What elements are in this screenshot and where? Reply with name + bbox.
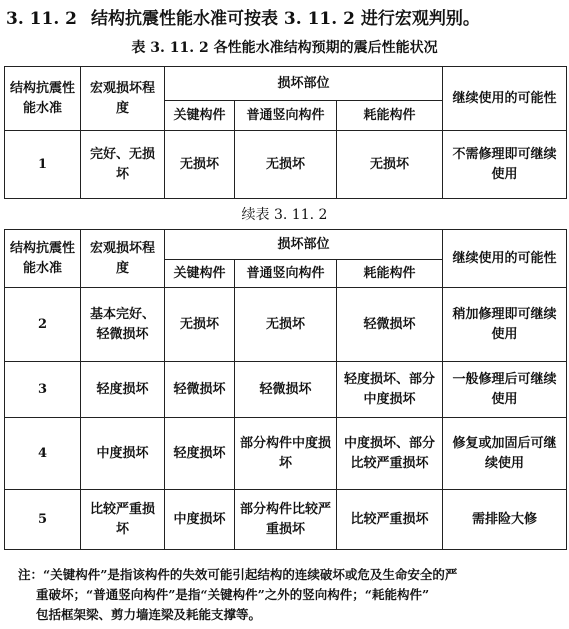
header-level: 结构抗震性能水准 [5,230,81,288]
header-vertical: 普通竖向构件 [235,260,337,288]
header-damage: 宏观损坏程度 [81,230,165,288]
cell-key: 无损坏 [165,288,235,362]
footnote-line-3: 包括框架梁、剪力墙连梁及耗能支撑等。 [36,607,262,622]
header-key: 关键构件 [165,101,235,131]
performance-table [4,66,567,199]
cell-level: 1 [5,131,81,199]
header-level: 结构抗震性能水准 [5,67,81,131]
cell-vertical: 轻微损坏 [235,362,337,418]
header-key: 关键构件 [165,260,235,288]
footnote [18,565,563,625]
cell-energy: 轻微损坏 [337,288,443,362]
cell-level: 2 [5,288,81,362]
cell-energy: 比较严重损坏 [337,490,443,550]
cell-damage: 基本完好、轻微损坏 [81,288,165,362]
cell-damage: 完好、无损坏 [81,131,165,199]
table-row [5,288,567,362]
cell-continue: 稍加修理即可继续使用 [443,288,567,362]
table-row [5,131,567,199]
cell-continue: 不需修理即可继续使用 [443,131,567,199]
cell-key: 中度损坏 [165,490,235,550]
footnote-line-2: 重破坏；“普通竖向构件”是指“关键构件”之外的竖向构件；“耗能构件” [36,587,430,602]
cell-key: 无损坏 [165,131,235,199]
cell-vertical: 无损坏 [235,288,337,362]
cell-level: 5 [5,490,81,550]
cell-vertical: 部分构件比较严重损坏 [235,490,337,550]
cell-energy: 轻度损坏、部分中度损坏 [337,362,443,418]
header-damage: 宏观损坏程度 [81,67,165,131]
cell-level: 3 [5,362,81,418]
cell-continue: 需排险大修 [443,490,567,550]
section-heading [6,4,566,34]
section-number: 3. 11. 2 [6,9,77,29]
header-energy: 耗能构件 [337,101,443,131]
cell-damage: 中度损坏 [81,418,165,490]
cell-level: 4 [5,418,81,490]
table-row [5,490,567,550]
header-location: 损坏部位 [165,230,443,260]
table-row [5,362,567,418]
cell-continue: 一般修理后可继续使用 [443,362,567,418]
header-continue: 继续使用的可能性 [443,67,567,131]
table-row [5,418,567,490]
cell-energy: 中度损坏、部分比较严重损坏 [337,418,443,490]
performance-table-continued [4,229,567,550]
header-vertical: 普通竖向构件 [235,101,337,131]
cell-key: 轻微损坏 [165,362,235,418]
table1-caption: 表 3. 11. 2 各性能水准结构预期的震后性能状况 [131,40,438,56]
cell-continue: 修复或加固后可继续使用 [443,418,567,490]
header-location: 损坏部位 [165,67,443,101]
cell-vertical: 无损坏 [235,131,337,199]
section-text: 结构抗震性能水准可按表 3. 11. 2 进行宏观判别。 [91,9,480,29]
cell-damage: 比较严重损坏 [81,490,165,550]
header-continue: 继续使用的可能性 [443,230,567,288]
cell-vertical: 部分构件中度损坏 [235,418,337,490]
cell-key: 轻度损坏 [165,418,235,490]
table2-caption: 续表 3. 11. 2 [241,207,328,223]
header-energy: 耗能构件 [337,260,443,288]
cell-energy: 无损坏 [337,131,443,199]
footnote-line-1: 注：“关键构件”是指该构件的失效可能引起结构的连续破坏或危及生命安全的严 [18,567,458,582]
cell-damage: 轻度损坏 [81,362,165,418]
